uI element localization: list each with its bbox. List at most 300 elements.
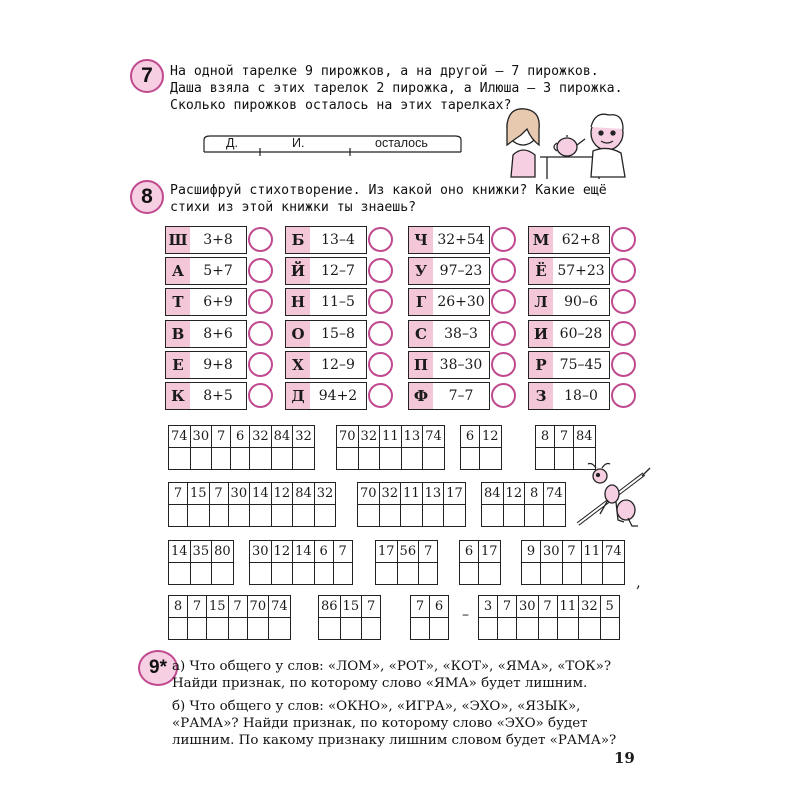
code-cell-column <box>249 483 271 526</box>
code-answer-cell[interactable] <box>603 563 624 584</box>
code-word-group <box>375 540 438 585</box>
cipher-answer-circle[interactable] <box>248 383 273 408</box>
code-number: 84 <box>293 483 314 505</box>
cipher-item <box>528 288 633 316</box>
code-answer-cell[interactable] <box>419 563 437 584</box>
code-answer-cell[interactable] <box>229 505 250 526</box>
cipher-expression: 13–4 <box>310 226 367 254</box>
code-answer-cell[interactable] <box>169 505 187 526</box>
cipher-answer-circle[interactable] <box>611 227 636 252</box>
code-number: 86 <box>319 596 340 618</box>
code-answer-cell[interactable] <box>272 563 293 584</box>
code-cell-column <box>292 541 314 584</box>
code-cell-column <box>521 541 540 584</box>
cipher-letter: В <box>165 320 191 348</box>
code-answer-cell[interactable] <box>480 448 501 469</box>
code-answer-cell[interactable] <box>169 618 187 639</box>
code-cell-column <box>357 483 379 526</box>
cipher-item <box>408 288 513 316</box>
code-answer-cell[interactable] <box>191 563 212 584</box>
cipher-letter: З <box>528 382 554 410</box>
code-cell-column <box>516 596 538 639</box>
cipher-item <box>165 351 270 379</box>
code-answer-cell[interactable] <box>558 618 579 639</box>
code-answer-cell[interactable] <box>498 618 516 639</box>
code-cell-column <box>443 483 465 526</box>
code-cell-column <box>271 483 293 526</box>
code-cell-column <box>422 483 444 526</box>
code-answer-cell[interactable] <box>272 505 293 526</box>
code-cell-column <box>602 541 624 584</box>
cipher-letter: Ё <box>528 257 554 285</box>
task-9a-line-2: Найди признак, по которому слово «ЯМА» будет лишним. <box>172 676 588 691</box>
code-cell-column <box>600 596 619 639</box>
code-number: 6 <box>461 426 479 448</box>
code-cell-column <box>562 541 581 584</box>
code-word-group <box>318 595 381 640</box>
code-number: 14 <box>169 541 190 563</box>
cipher-letter: Р <box>528 351 554 379</box>
code-answer-cell[interactable] <box>315 563 333 584</box>
code-cell-column <box>314 541 333 584</box>
code-cell-column <box>375 541 397 584</box>
cipher-expression: 6+9 <box>190 288 247 316</box>
code-word-group <box>168 540 234 585</box>
code-answer-cell[interactable] <box>444 505 465 526</box>
cipher-item <box>285 288 390 316</box>
code-number: 14 <box>250 483 271 505</box>
code-answer-cell[interactable] <box>479 618 497 639</box>
task-9a-line-1: а) Что общего у слов: «ЛОМ», «РОТ», «КОТ», «ЯМА», «ТОК»? <box>172 659 612 674</box>
code-answer-cell[interactable] <box>380 448 401 469</box>
code-answer-cell[interactable] <box>207 618 228 639</box>
task-9b-line-1: б) Что общего у слов: «ОКНО», «ИГРА», «ЭХО», «ЯЗЫК», <box>172 699 581 714</box>
code-answer-cell[interactable] <box>536 448 554 469</box>
code-cell-column <box>459 541 478 584</box>
code-number: 9 <box>522 541 540 563</box>
task-8-line-1: Расшифруй стихотворение. Из какой оно книжки? Какие ещё <box>170 183 607 198</box>
code-answer-cell[interactable] <box>231 448 249 469</box>
code-number: 14 <box>293 541 314 563</box>
cipher-letter: Д <box>285 382 311 410</box>
diagram-label-left: осталось <box>375 136 428 150</box>
code-word-group <box>410 595 449 640</box>
cipher-answer-circle[interactable] <box>248 321 273 346</box>
code-answer-cell[interactable] <box>188 618 206 639</box>
code-answer-cell[interactable] <box>380 505 401 526</box>
code-number: 12 <box>504 483 525 505</box>
code-number: 11 <box>558 596 579 618</box>
code-number: 7 <box>229 596 247 618</box>
code-cell-column <box>361 596 380 639</box>
code-answer-cell[interactable] <box>293 563 314 584</box>
code-answer-cell[interactable] <box>250 563 271 584</box>
code-answer-cell[interactable] <box>250 448 271 469</box>
code-word-group <box>460 425 502 470</box>
code-answer-cell[interactable] <box>479 563 500 584</box>
code-number: 70 <box>337 426 358 448</box>
cipher-answer-circle[interactable] <box>611 383 636 408</box>
cipher-expression: 38–30 <box>433 351 490 379</box>
code-cell-column <box>481 483 503 526</box>
code-number: 17 <box>444 483 465 505</box>
code-cell-column <box>228 483 250 526</box>
task-7-line-3: Сколько пирожков осталось на этих тарелках? <box>170 98 512 113</box>
code-answer-cell[interactable] <box>482 505 503 526</box>
code-number: 84 <box>272 426 293 448</box>
code-number: 12 <box>272 483 293 505</box>
code-cell-column <box>497 596 516 639</box>
cipher-letter: Н <box>285 288 311 316</box>
cipher-answer-circle[interactable] <box>368 383 393 408</box>
cipher-item <box>528 320 633 348</box>
code-number: 30 <box>229 483 250 505</box>
cipher-item <box>165 382 270 410</box>
code-cell-column <box>358 426 380 469</box>
code-cell-column <box>247 596 269 639</box>
cipher-item <box>285 226 390 254</box>
cipher-letter: О <box>285 320 311 348</box>
cipher-letter: М <box>528 226 554 254</box>
code-number: 84 <box>482 483 503 505</box>
code-cell-column <box>249 426 271 469</box>
code-answer-cell[interactable] <box>362 618 380 639</box>
cipher-item <box>408 351 513 379</box>
ant-pencil-illustration <box>572 462 652 530</box>
code-cell-column <box>400 483 422 526</box>
cipher-expression: 3+8 <box>190 226 247 254</box>
cipher-expression: 11–5 <box>310 288 367 316</box>
cipher-answer-circle[interactable] <box>368 352 393 377</box>
code-cell-column <box>336 426 358 469</box>
code-number: 7 <box>555 426 573 448</box>
code-number: 17 <box>479 541 500 563</box>
code-answer-cell[interactable] <box>601 618 619 639</box>
diagram-label-i: И. <box>292 136 305 150</box>
code-answer-cell[interactable] <box>401 505 422 526</box>
code-answer-cell[interactable] <box>229 618 247 639</box>
cipher-letter: К <box>165 382 191 410</box>
code-number: 7 <box>563 541 581 563</box>
code-number: 12 <box>480 426 501 448</box>
code-answer-cell[interactable] <box>423 448 444 469</box>
code-cell-column <box>209 483 228 526</box>
cipher-item <box>165 257 270 285</box>
code-answer-cell[interactable] <box>191 448 212 469</box>
cipher-letter: Л <box>528 288 554 316</box>
code-answer-cell[interactable] <box>423 505 444 526</box>
code-number: 7 <box>210 483 228 505</box>
code-answer-cell[interactable] <box>250 505 271 526</box>
code-number: 3 <box>479 596 497 618</box>
code-answer-cell[interactable] <box>272 448 293 469</box>
code-answer-cell[interactable] <box>525 505 543 526</box>
code-number: 30 <box>517 596 538 618</box>
cipher-answer-circle[interactable] <box>248 227 273 252</box>
code-answer-cell[interactable] <box>555 448 573 469</box>
code-answer-cell[interactable] <box>212 563 233 584</box>
cipher-answer-circle[interactable] <box>368 289 393 314</box>
code-cell-column <box>168 426 190 469</box>
code-cell-column <box>292 483 314 526</box>
cipher-answer-circle[interactable] <box>611 258 636 283</box>
code-word-group <box>336 425 445 470</box>
code-answer-cell[interactable] <box>358 505 379 526</box>
code-number: 7 <box>362 596 380 618</box>
code-cell-column <box>538 596 557 639</box>
cipher-answer-circle[interactable] <box>248 289 273 314</box>
cipher-expression: 12–9 <box>310 351 367 379</box>
code-answer-cell[interactable] <box>579 618 600 639</box>
code-number: 30 <box>250 541 271 563</box>
cipher-item <box>285 351 390 379</box>
code-cell-column <box>401 426 423 469</box>
code-cell-column <box>206 596 228 639</box>
code-cell-column <box>540 541 562 584</box>
cipher-answer-circle[interactable] <box>611 352 636 377</box>
cipher-letter: П <box>408 351 434 379</box>
code-number: 6 <box>430 596 448 618</box>
cipher-answer-circle[interactable] <box>491 352 516 377</box>
code-cell-column <box>554 426 573 469</box>
cipher-expression: 26+30 <box>433 288 490 316</box>
code-cell-column <box>524 483 543 526</box>
code-number: 7 <box>411 596 429 618</box>
cipher-answer-circle[interactable] <box>491 258 516 283</box>
code-cell-column <box>318 596 340 639</box>
cipher-letter: Ш <box>165 226 191 254</box>
code-answer-cell[interactable] <box>517 618 538 639</box>
code-answer-cell[interactable] <box>539 618 557 639</box>
code-number: 30 <box>191 426 212 448</box>
cipher-expression: 62+8 <box>553 226 610 254</box>
code-number: 7 <box>169 483 187 505</box>
code-answer-cell[interactable] <box>359 448 380 469</box>
code-answer-cell[interactable] <box>212 448 230 469</box>
code-answer-cell[interactable] <box>376 563 397 584</box>
code-number: 6 <box>315 541 333 563</box>
code-answer-cell[interactable] <box>402 448 423 469</box>
code-cell-column <box>249 541 271 584</box>
code-cell-column <box>190 541 212 584</box>
cipher-expression: 5+7 <box>190 257 247 285</box>
code-word-group <box>168 482 336 527</box>
code-cell-column <box>228 596 247 639</box>
code-number: 7 <box>498 596 516 618</box>
code-cell-column <box>340 596 362 639</box>
code-number: 32 <box>293 426 314 448</box>
code-cell-column <box>268 596 290 639</box>
code-answer-cell[interactable] <box>430 618 448 639</box>
code-answer-cell[interactable] <box>315 505 336 526</box>
code-number: 15 <box>188 483 209 505</box>
code-number: 74 <box>423 426 444 448</box>
code-number: 35 <box>191 541 212 563</box>
code-cell-column <box>211 426 230 469</box>
cipher-letter: Т <box>165 288 191 316</box>
cipher-letter: Ч <box>408 226 434 254</box>
code-number: 12 <box>272 541 293 563</box>
code-answer-cell[interactable] <box>460 563 478 584</box>
code-answer-cell[interactable] <box>188 505 209 526</box>
code-cell-column <box>543 483 565 526</box>
cipher-expression: 94+2 <box>310 382 367 410</box>
code-number: 74 <box>269 596 290 618</box>
code-cell-column <box>187 483 209 526</box>
code-number: 32 <box>579 596 600 618</box>
cipher-answer-circle[interactable] <box>368 258 393 283</box>
task-8-line-2: стихи из этой книжки ты знаешь? <box>170 200 417 215</box>
code-number: 70 <box>248 596 269 618</box>
children-tea-illustration <box>495 105 635 180</box>
code-number: 74 <box>603 541 624 563</box>
diagram-label-d: Д. <box>226 136 238 150</box>
code-number: 13 <box>402 426 423 448</box>
code-cell-column <box>479 426 501 469</box>
cipher-expression: 90–6 <box>553 288 610 316</box>
code-cell-column <box>578 596 600 639</box>
code-answer-cell[interactable] <box>582 563 603 584</box>
code-cell-column <box>314 483 336 526</box>
code-number: 17 <box>376 541 397 563</box>
code-number: 8 <box>536 426 554 448</box>
code-answer-cell[interactable] <box>210 505 228 526</box>
page-number: 19 <box>614 749 635 767</box>
cipher-item <box>528 351 633 379</box>
task-9b-line-3: лишним. По какому признаку лишним словом будет «РАМА»? <box>172 733 617 748</box>
cipher-letter: Х <box>285 351 311 379</box>
cipher-item <box>528 226 633 254</box>
code-number: 7 <box>188 596 206 618</box>
code-number: 6 <box>231 426 249 448</box>
code-answer-cell[interactable] <box>541 563 562 584</box>
code-answer-cell[interactable] <box>293 505 314 526</box>
task-7-line-2: Даша взяла с этих тарелок 2 пирожка, а Илюша – 3 пирожка. <box>170 81 623 96</box>
code-number: 7 <box>419 541 437 563</box>
cipher-letter: С <box>408 320 434 348</box>
code-number: 56 <box>398 541 419 563</box>
cipher-expression: 97–23 <box>433 257 490 285</box>
cipher-answer-circle[interactable] <box>611 289 636 314</box>
code-answer-cell[interactable] <box>337 448 358 469</box>
code-cell-column <box>333 541 352 584</box>
code-number: 11 <box>380 426 401 448</box>
code-number: 80 <box>212 541 233 563</box>
code-number: 13 <box>423 483 444 505</box>
code-word-group <box>521 540 625 585</box>
cipher-item <box>285 382 390 410</box>
code-answer-cell[interactable] <box>461 448 479 469</box>
code-answer-cell[interactable] <box>522 563 540 584</box>
code-answer-cell[interactable] <box>248 618 269 639</box>
code-cell-column <box>168 483 187 526</box>
task-9-badge: 9* <box>138 650 178 686</box>
cipher-letter: И <box>528 320 554 348</box>
cipher-expression: 8+6 <box>190 320 247 348</box>
code-answer-cell[interactable] <box>504 505 525 526</box>
code-number: 30 <box>541 541 562 563</box>
code-number: 32 <box>250 426 271 448</box>
task-9b-line-2: «РАМА»? Найди признак, по которому слово «ЭХО» будет <box>172 716 588 731</box>
task-7-badge: 7 <box>130 59 164 93</box>
task-7-line-1: На одной тарелке 9 пирожков, а на другой – 7 пирожков. <box>170 64 599 79</box>
cipher-answer-circle[interactable] <box>491 321 516 346</box>
cipher-expression: 12–7 <box>310 257 367 285</box>
task-8-badge: 8 <box>130 180 164 214</box>
cipher-item <box>165 226 270 254</box>
cipher-answer-circle[interactable] <box>248 352 273 377</box>
code-answer-cell[interactable] <box>341 618 362 639</box>
cipher-expression: 60–28 <box>553 320 610 348</box>
code-cell-column <box>478 541 500 584</box>
cipher-item <box>528 382 633 410</box>
cipher-item <box>408 382 513 410</box>
code-number: 7 <box>334 541 352 563</box>
cipher-answer-circle[interactable] <box>368 227 393 252</box>
code-answer-cell[interactable] <box>169 563 190 584</box>
code-answer-cell[interactable] <box>398 563 419 584</box>
code-cell-column <box>168 596 187 639</box>
cipher-item <box>285 257 390 285</box>
code-cell-column <box>397 541 419 584</box>
code-number: 8 <box>169 596 187 618</box>
code-number: 74 <box>544 483 565 505</box>
code-answer-cell[interactable] <box>411 618 429 639</box>
code-number: 32 <box>359 426 380 448</box>
cipher-expression: 7–7 <box>433 382 490 410</box>
code-answer-cell[interactable] <box>169 448 190 469</box>
cipher-letter: Б <box>285 226 311 254</box>
cipher-answer-circle[interactable] <box>611 321 636 346</box>
cipher-answer-circle[interactable] <box>491 289 516 314</box>
code-word-group <box>478 595 620 640</box>
code-cell-column <box>535 426 554 469</box>
cipher-item <box>165 288 270 316</box>
cipher-answer-circle[interactable] <box>368 321 393 346</box>
code-number: 32 <box>380 483 401 505</box>
code-cell-column <box>292 426 314 469</box>
cipher-expression: 32+54 <box>433 226 490 254</box>
cipher-answer-circle[interactable] <box>491 227 516 252</box>
cipher-expression: 38–3 <box>433 320 490 348</box>
code-cell-column <box>478 596 497 639</box>
code-number: 6 <box>460 541 478 563</box>
code-answer-cell[interactable] <box>334 563 352 584</box>
code-cell-column <box>557 596 579 639</box>
code-number: 11 <box>401 483 422 505</box>
code-cell-column <box>422 426 444 469</box>
cipher-expression: 15–8 <box>310 320 367 348</box>
cipher-answer-circle[interactable] <box>491 383 516 408</box>
code-number: 15 <box>207 596 228 618</box>
code-answer-cell[interactable] <box>544 505 565 526</box>
cipher-letter: Й <box>285 257 311 285</box>
code-answer-cell[interactable] <box>269 618 290 639</box>
cipher-item <box>408 226 513 254</box>
cipher-letter: А <box>165 257 191 285</box>
code-cell-column <box>211 541 233 584</box>
code-answer-cell[interactable] <box>563 563 581 584</box>
code-answer-cell[interactable] <box>319 618 340 639</box>
code-cell-column <box>379 483 401 526</box>
cipher-letter: Е <box>165 351 191 379</box>
code-cell-column <box>379 426 401 469</box>
code-answer-cell[interactable] <box>293 448 314 469</box>
code-word-group <box>459 540 501 585</box>
code-number: 8 <box>525 483 543 505</box>
cipher-item <box>285 320 390 348</box>
cipher-answer-circle[interactable] <box>248 258 273 283</box>
